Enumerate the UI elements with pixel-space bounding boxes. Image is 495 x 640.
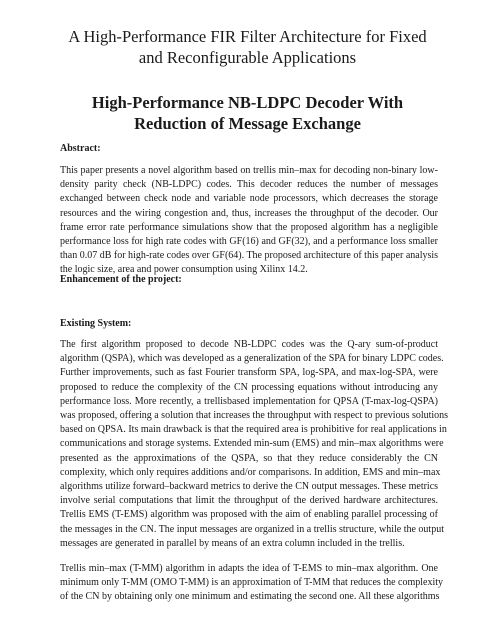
existing-line: messages are generated in parallel by means of an extra column included in the trellis.	[60, 537, 405, 549]
tmm-line: of the CN by obtaining only one minimum and estimating the second one. All these algorithms	[60, 591, 440, 603]
abstract-paragraph	[60, 164, 438, 278]
abstract-line: exchanged between check node and variable node processors, which decreases the storage	[60, 193, 438, 205]
existing-line: algorithms utilize forward–backward metrics to derive the CN output messages. These metrics	[60, 481, 439, 493]
paper-title-line: Reduction of Message Exchange	[134, 114, 361, 133]
existing-system-heading: Existing System:	[60, 318, 132, 329]
tmm-line: minimum only T-MM (OMO T-MM) is an approximation of T-MM that reduces the complexity	[60, 577, 444, 589]
existing-line: based on QPSA. Its main drawback is that the required area is prohibitive for real applications in	[60, 424, 447, 436]
abstract-line: the logic size, area and power consumption using Xilinx 14.2.	[60, 264, 308, 276]
paper-title	[40, 92, 455, 134]
tmm-line: Trellis min–max (T-MM) algorithm in adapts the idea of T-EMS to min–max algorithm. One	[60, 563, 438, 574]
abstract-line: density parity check (NB-LDPC) codes. This decoder reduces the number of messages	[60, 179, 438, 191]
enhancement-heading: Enhancement of the project:	[60, 274, 182, 285]
existing-line: the messages in the CN. The input messages are organized in a trellis structure, while the output	[60, 523, 444, 535]
existing-line: performance loss. More recently, a trellisbased implementation for QPSA (T-max-log-QSPA)	[60, 395, 438, 407]
existing-line: complexity, which only requires additions and/or comparisons. In addition, EMS and min–max	[60, 466, 441, 478]
abstract-line: frame error rate performance simulations show that the proposed algorithm has a negligible	[60, 221, 438, 233]
abstract-line: than 0.07 dB for high-rate codes over GF(64). The proposed architecture of this paper analysis	[60, 250, 439, 262]
abstract-line: resources and the wiring congestion and, thus, increases the throughput of the decoder. Our	[60, 207, 438, 219]
existing-line: communications and storage systems. Extended min-sum (EMS) and min–max algorithms were	[60, 438, 444, 450]
existing-line: Trellis EMS (T-EMS) algorithm was proposed with the aim of enabling parallel processing of	[60, 509, 438, 521]
existing-line: involve serial computations that limit the throughput of the derived hardware architectures.	[60, 495, 438, 507]
existing-line: proposed to reduce the complexity of the CN processing equations without introducing any	[60, 381, 438, 393]
document-title	[40, 26, 455, 68]
document-title-line: and Reconfigurable Applications	[138, 48, 357, 67]
abstract-heading: Abstract:	[60, 143, 101, 154]
tmm-paragraph	[60, 562, 444, 605]
existing-line: presented as the approximations of the QSPA, so that they reduce considerably the CN	[60, 452, 438, 464]
abstract-line: performance loss for high rate codes with GF(16) and GF(32), and a performance loss smaller	[60, 236, 438, 248]
existing-system-paragraph	[60, 338, 449, 551]
abstract-line: This paper presents a novel algorithm based on trellis min–max for decoding non-binary low-	[60, 165, 438, 176]
document-title-line: A High-Performance FIR Filter Architecture for Fixed	[68, 27, 427, 46]
paper-title-line: High-Performance NB-LDPC Decoder With	[91, 93, 404, 112]
existing-line: Further improvements, such as fast Fourier transform SPA, log-SPA, and max-log-SPA, were	[60, 367, 438, 379]
existing-line: The first algorithm proposed to decode NB-LDPC codes was the Q-ary sum-of-product	[60, 339, 438, 350]
existing-line: was proposed, offering a solution that increases the throughput with respect to previous solutions	[60, 410, 449, 422]
existing-line: algorithm (QSPA), which was developed as a generalization of the SPA for binary LDPC codes.	[60, 353, 444, 365]
